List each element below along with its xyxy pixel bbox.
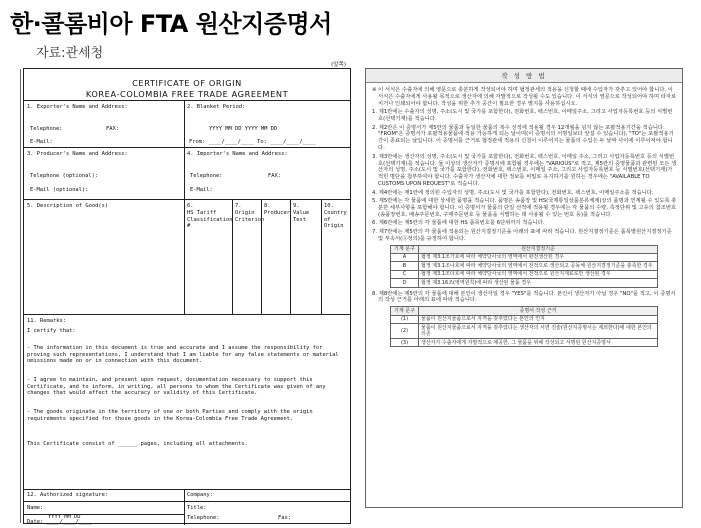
exporter-label: 1. Exporter's Name and Address:	[27, 104, 128, 110]
front-page-tag: (앞쪽)	[331, 62, 346, 68]
table-row	[391, 253, 658, 261]
page-title: 한·콜롬비아 FTA 원산지증명서	[10, 10, 332, 38]
blanket-date-format: YYYY MM DD YYYY MM DD	[209, 126, 278, 132]
statement-1: - The information in this document is true and accurate and I assume the responsibility for proving such representations, I understand that I am liable for any false statements or material omissions made on or in connection with this document.	[27, 345, 339, 365]
country-of-origin-label: Country of Origin	[324, 210, 347, 230]
origin-criterion-table	[390, 245, 658, 288]
instruction-6: 6. 제6란에는 제5란의 각 물품에 대한 HS 품목번호를 6단위까지 적습니다.	[372, 220, 545, 227]
origin-criterion-label: Origin Criterion	[235, 210, 265, 223]
grid-line	[321, 199, 322, 314]
table-cell: 물품이 원산지물품으로서 자격을 갖추었다는 생산자의 서면 진술(원산지증명서는 제외한다)에 대한 본인의 의존	[419, 324, 658, 339]
blanket-period-label: 2. Blanket Period:	[187, 104, 246, 110]
exporter-email[interactable]: E-Mail:	[30, 139, 53, 145]
producer-col-label: Producer	[264, 210, 290, 216]
table-cell: C	[391, 270, 419, 278]
certify-label: I certify that:	[27, 328, 76, 334]
name-label[interactable]: Name:	[27, 505, 44, 511]
table-header: 기재 문구	[391, 245, 419, 253]
instructions-body	[372, 87, 677, 350]
instruction-1: 1. 제1란에는 수출자의 성명, 주소(도시 및 국가를 포함한다), 전화번호, 팩스번호, 이메일주소, 그리고 사업자등록번호 등의 식별번호(선택기재)를 적습니다.	[372, 109, 673, 123]
title-label[interactable]: Title:	[187, 505, 207, 511]
grid-line	[232, 199, 233, 314]
exporter-telephone[interactable]: Telephone:	[30, 126, 63, 132]
description-of-goods-label: 5. Description of Good(s)	[27, 203, 109, 209]
certificate-header	[24, 69, 350, 101]
table-row	[391, 270, 658, 278]
form-margin-line	[20, 69, 23, 523]
certificate-form	[23, 62, 351, 525]
table-cell: 협정 제3.1조가호에 따라 체약당사국의 영역에서 완전생산된 경우	[419, 253, 658, 261]
table-cell: 협정 제3.16조(영역원칙)에 따라 생산된 물품 경우	[419, 279, 658, 287]
value-test-num: 9.	[293, 203, 300, 209]
table-header: 원산지결정기준	[419, 245, 658, 253]
table-row	[391, 279, 658, 287]
table-header-row	[391, 307, 658, 315]
producer-basis-table	[390, 306, 658, 347]
country-of-origin-num: 10.	[324, 203, 334, 209]
statement-3: - The goods originate in the territory of one or both Parties and comply with the origin requirements specified for those goods in the Korea-Colombia Free Trade Agreement.	[27, 409, 313, 422]
certificate-title: CERTIFICATE OF ORIGIN	[132, 78, 242, 88]
table-header: 증명서 작성 근거	[419, 307, 658, 315]
table-header: 기재 문구	[391, 307, 419, 315]
instruction-7: 7. 제7란에는 제5란의 각 물품에 적용되는 원산지결정기준을 아래의 표에 따라 적습니다. 원산지결정기준은 품목별원산지결정기준 및 부속서(Ⓐ정의)를 규정하여 합니다.	[372, 228, 672, 242]
origin-criterion-num: 7.	[235, 203, 242, 209]
instruction-3: 3. 제3란에는 생산자의 성명, 주소(도시 및 국가를 포함한다), 전화번호, 팩스번호, 이메일 주소, 그리고 사업자등록번호 등의 식별번호(선택기재)를 적습니다. 둘 이상의 생산자가 증명서에 포함될 경우에는 "VARIOUS"로 적고, 제5란의 증명물품과 관련된 모든 생산자의 성명, 주소(도시 및 국가를 포함한다), 전화번호, 팩스번호, 이메일 주소, 그리고 사업자등록번호 등 식별번호(선택기재)가 적힌 명단을 첨부하여야 합니다. 수출자가 생산자에 대한 정보를 비밀로 유지하기를 원하는 경우에는 "AVAILABLE TO CUSTOMS UPON REQUEST"로 적습니다.	[372, 153, 677, 188]
table-cell: B	[391, 262, 419, 270]
importer-label: 4. Importer's Name and Address:	[187, 151, 288, 157]
producer-email[interactable]: E-Mail (optional):	[30, 187, 89, 193]
table-row	[391, 339, 658, 347]
instruction-8: 8. 제8란에는 제5란의 각 물품에 대해 본인이 생산자일 경우 "YES"를 적습니다. 본인이 생산자가 아닐 경우 "NO"를 적고, 이 증명서의 작성 근거를 아래의 표에 따라 적습니다.	[372, 290, 676, 304]
producer-col-num: 8.	[264, 203, 271, 209]
instructions-title: 작 성 방 법	[366, 69, 682, 83]
remarks-label: 11. Remarks:	[27, 318, 66, 324]
page-count-line: This Certificate consist of ______ pages, including all attachments.	[27, 441, 248, 447]
table-cell: (2)	[391, 324, 419, 339]
grid-line	[184, 101, 185, 314]
exporter-fax[interactable]: FAX:	[106, 126, 119, 132]
table-header-row	[391, 245, 658, 253]
grid-line	[24, 489, 350, 490]
instruction-2: 2. 제2란은 이 증명서가 제5란의 물품과 동일한 물품의 복수 선적에 적용될 경우 12개월을 넘지 않는 포괄적용기간을 적습니다. "FROM"은 증명서가 포괄적용물품에 적용 가능하게 되는 날이며(이 증명서의 서명일보다 앞설 수 있습니다), "TO"는 포괄적용기간이 종료되는 날입니다. 이 증명서를 근거로 협정관세 적용의 신청이 이루어지는 물품의 수입은 두 날짜 사이에 이루어져야 합니다.	[372, 124, 674, 152]
value-test-label: Value Test	[293, 210, 310, 223]
signer-telephone[interactable]: Telephone:	[187, 515, 220, 521]
importer-telephone[interactable]: Telephone:	[190, 173, 223, 179]
table-cell: (3)	[391, 339, 419, 347]
table-row	[391, 315, 658, 323]
table-cell: 생산자가 수출자에게 자발적으로 제공한, 그 물품을 위해 작성되고 서명된 원산지증명서	[419, 339, 658, 347]
hs-tariff-label: HS Tariff Classification #	[187, 210, 233, 230]
authorized-signature-label[interactable]: 12. Authorized signature:	[27, 492, 109, 498]
grid-line	[24, 314, 350, 315]
statement-2: - I agree to maintain, and present upon request, documentation necessary to support this Certificate, and to inform, in writing, all persons to whom the Certificate was given of any changes that would affect the accuracy or validity of this Certificate.	[27, 377, 326, 397]
table-cell: D	[391, 279, 419, 287]
date-format: YYYY MM DD	[48, 514, 81, 520]
source-caption: 자료:관세청	[36, 46, 104, 61]
instructions-panel	[365, 68, 683, 508]
date-field[interactable]: Date: ____/____/____	[27, 519, 92, 525]
table-cell: 물품이 원산지물품으로서 자격을 갖추었다는 본인의 인지	[419, 315, 658, 323]
producer-telephone[interactable]: Telephone (optional):	[30, 173, 99, 179]
importer-fax[interactable]: FAX:	[268, 173, 281, 179]
certificate-subtitle: KOREA-COLOMBIA FREE TRADE AGREEMENT	[85, 89, 289, 99]
importer-email[interactable]: E-Mail:	[190, 187, 213, 193]
signer-fax[interactable]: Fax:	[278, 515, 291, 521]
grid-line	[24, 147, 350, 148]
grid-line	[24, 199, 350, 200]
table-cell: (1)	[391, 315, 419, 323]
table-cell: 협정 제3.1조나호에 따라 체약당사국의 영역에서 전적으로 생산되고 공동체 원산지결정기준을 충족한 경우	[419, 262, 658, 270]
table-cell: 협정 제3.1조다호에 따라 체약당사국의 영역에서 전적으로 원산지재료로만 생산된 경우	[419, 270, 658, 278]
blanket-period-range[interactable]: From: ____/____/____ To: ____/____/____	[189, 139, 316, 145]
grid-line	[24, 501, 350, 502]
producer-label: 3. Producer's Name and Address:	[27, 151, 128, 157]
table-row	[391, 262, 658, 270]
hs-tariff-num: 6.	[187, 203, 194, 209]
grid-line	[290, 199, 291, 314]
company-label[interactable]: Company:	[187, 492, 213, 498]
instruction-5: 5. 제5란에는 각 물품에 대한 상세한 품명을 적습니다. 품명은 송품장 및 HS(국제통일상품분류체계)상의 품명과 연계될 수 있도록 충분한 세부사항을 포함해야 합니다. 이 증명서가 물품의 단일 선적에 적용될 경우에는 각 물품의 수량, 측정단위 및 고유의 참조번호(송품장번호, 배송주문번호, 구매주문번호 등 물품을 식별하는 데 사용될 수 있는 번호 등)를 적습니다.	[372, 198, 677, 218]
table-row	[391, 324, 658, 339]
instruction-4: 4. 제4란에는 제1란에 정의된 수입자의 성명, 주소(도시 및 국가를 포함한다), 전화번호, 팩스번호, 이메일주소를 적습니다.	[372, 189, 654, 196]
table-cell: A	[391, 253, 419, 261]
instruction-note: ※ 이 서식은 수출자에 의해 영문으로 충분하게 작성되어야 하며 협정관세의 적용을 신청할 때에 수입자가 갖추고 있어야 합니다. 이 서식은 수출자에게 사용될 목적으로 생산자에 의해 자발적으로 작성될 수도 있습니다. 이 서식의 영문으로 작성되어야 하며 타자로 치거나 인쇄되어야 합니다. 작성을 위한 추가 공간이 필요한 경우 별지를 사용하십시오.	[372, 87, 677, 107]
grid-line	[184, 489, 185, 525]
